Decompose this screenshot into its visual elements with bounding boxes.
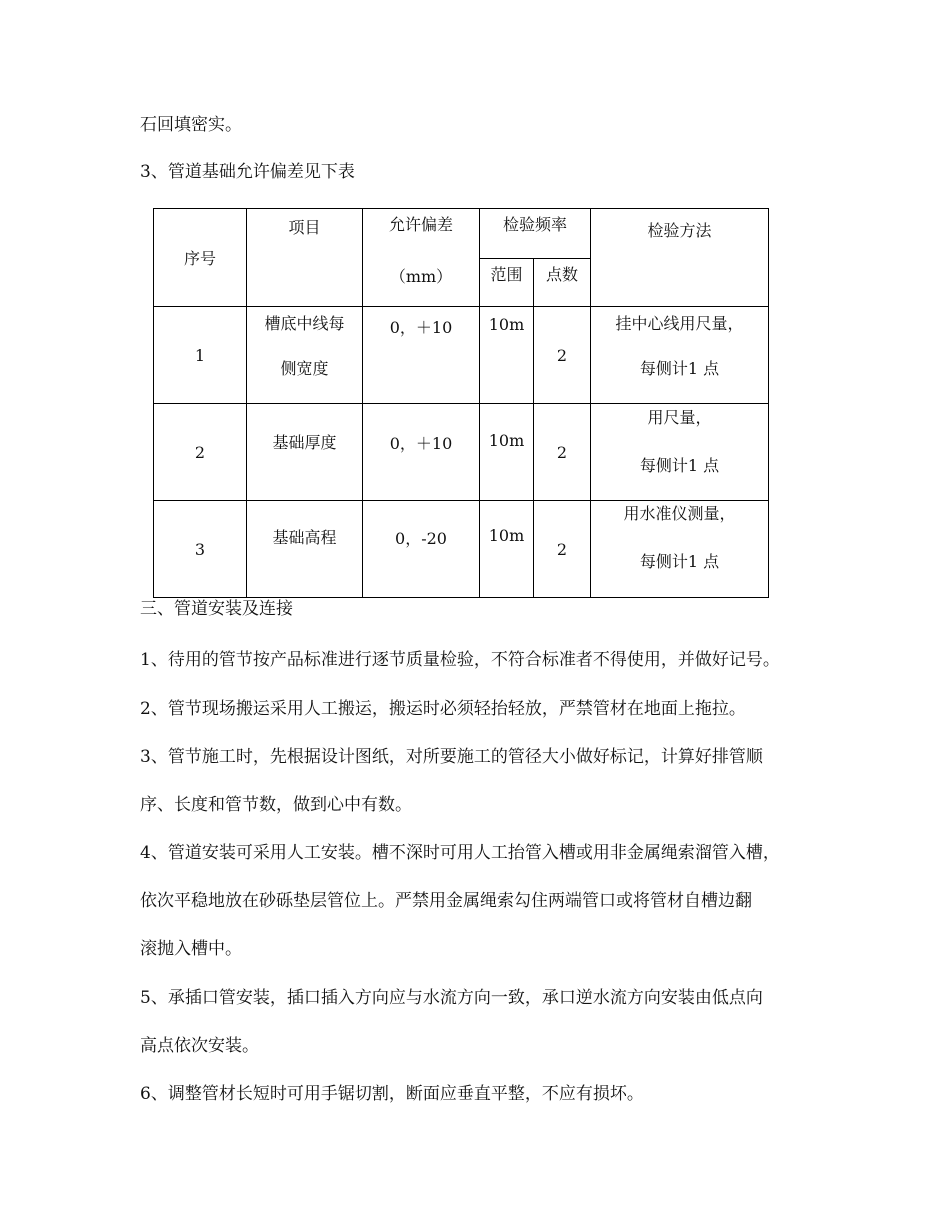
cell-range-value: 10m <box>488 431 525 450</box>
cell-item <box>247 404 363 501</box>
cell-points: 2 <box>534 404 591 501</box>
cell-method-line1: 挂中心线用尺量， <box>615 314 744 333</box>
paragraph-line: 依次平稳地放在砂砾垫层管位上。严禁用金属绳索勾住两端管口或将管材自槽边翻 <box>140 891 752 911</box>
paragraph-line: 高点依次安装。 <box>140 1036 259 1056</box>
cell-method <box>591 501 769 598</box>
header-seq: 序号 <box>154 209 247 307</box>
header-tolerance-label: 允许偏差 <box>388 215 453 234</box>
header-points-label: 点数 <box>545 265 578 284</box>
paragraph-line: 滚抛入槽中。 <box>140 939 242 959</box>
cell-tolerance-value: 0，-20 <box>395 529 447 548</box>
cell-tolerance-value: 0，＋10 <box>389 318 453 337</box>
cell-range-value: 10m <box>488 526 525 545</box>
paragraph-line: 4、管道安装可采用人工安装。槽不深时可用人工抬管入槽或用非金属绳索溜管入槽， <box>140 843 780 863</box>
table-row <box>154 404 769 501</box>
cell-range-value: 10m <box>488 315 525 334</box>
cell-item-line1: 槽底中线每 <box>264 314 345 333</box>
cell-method-line2: 每侧计1 点 <box>639 552 720 571</box>
cell-points: 2 <box>534 501 591 598</box>
header-item-label: 项目 <box>288 218 321 237</box>
cell-method <box>591 404 769 501</box>
header-frequency <box>480 209 591 259</box>
cell-tolerance <box>363 404 480 501</box>
header-method <box>591 209 769 307</box>
paragraph-line: 3、管节施工时，先根据设计图纸，对所要施工的管径大小做好标记，计算好排管顺 <box>140 747 763 767</box>
paragraph-line: 石回填密实。 <box>140 115 242 135</box>
table-row <box>154 307 769 404</box>
cell-method-line2: 每侧计1 点 <box>639 359 720 378</box>
header-range <box>480 259 534 307</box>
cell-method-line1: 用水准仪测量， <box>623 504 736 523</box>
cell-method-line1: 用尺量， <box>647 408 712 427</box>
header-tolerance-unit: （mm） <box>389 267 453 286</box>
paragraph-line: 序、长度和管节数，做到心中有数。 <box>140 795 412 815</box>
cell-range <box>480 501 534 598</box>
cell-tolerance-value: 0，＋10 <box>389 434 453 453</box>
paragraph-line: 5、承插口管安装，插口插入方向应与水流方向一致，承口逆水流方向安装由低点向 <box>140 988 763 1008</box>
cell-range <box>480 404 534 501</box>
cell-tolerance <box>363 501 480 598</box>
cell-method <box>591 307 769 404</box>
cell-points: 2 <box>534 307 591 404</box>
cell-seq: 2 <box>154 404 247 501</box>
cell-seq: 1 <box>154 307 247 404</box>
cell-item-line2: 侧宽度 <box>280 359 329 378</box>
cell-tolerance <box>363 307 480 404</box>
cell-item-line1: 基础厚度 <box>272 433 337 452</box>
paragraph-line: 2、管节现场搬运采用人工搬运，搬运时必须轻抬轻放，严禁管材在地面上拖拉。 <box>140 699 746 719</box>
cell-item <box>247 307 363 404</box>
header-frequency-label: 检验频率 <box>502 215 567 234</box>
header-range-label: 范围 <box>490 265 523 284</box>
tolerance-table <box>153 208 769 598</box>
header-points <box>534 259 591 307</box>
cell-item <box>247 501 363 598</box>
paragraph-line: 1、待用的管节按产品标准进行逐节质量检验，不符合标准者不得使用，并做好记号。 <box>140 650 780 670</box>
header-method-label: 检验方法 <box>647 221 712 240</box>
cell-range <box>480 307 534 404</box>
paragraph-line: 6、调整管材长短时可用手锯切割，断面应垂直平整，不应有损坏。 <box>140 1084 644 1104</box>
section-heading: 三、管道安装及连接 <box>140 599 293 619</box>
table-row <box>154 501 769 598</box>
cell-seq: 3 <box>154 501 247 598</box>
header-tolerance <box>363 209 480 307</box>
header-item <box>247 209 363 307</box>
cell-item-line1: 基础高程 <box>272 528 337 547</box>
cell-method-line2: 每侧计1 点 <box>639 456 720 475</box>
section-heading: 3、管道基础允许偏差见下表 <box>140 162 355 182</box>
table-header-row <box>154 209 769 259</box>
